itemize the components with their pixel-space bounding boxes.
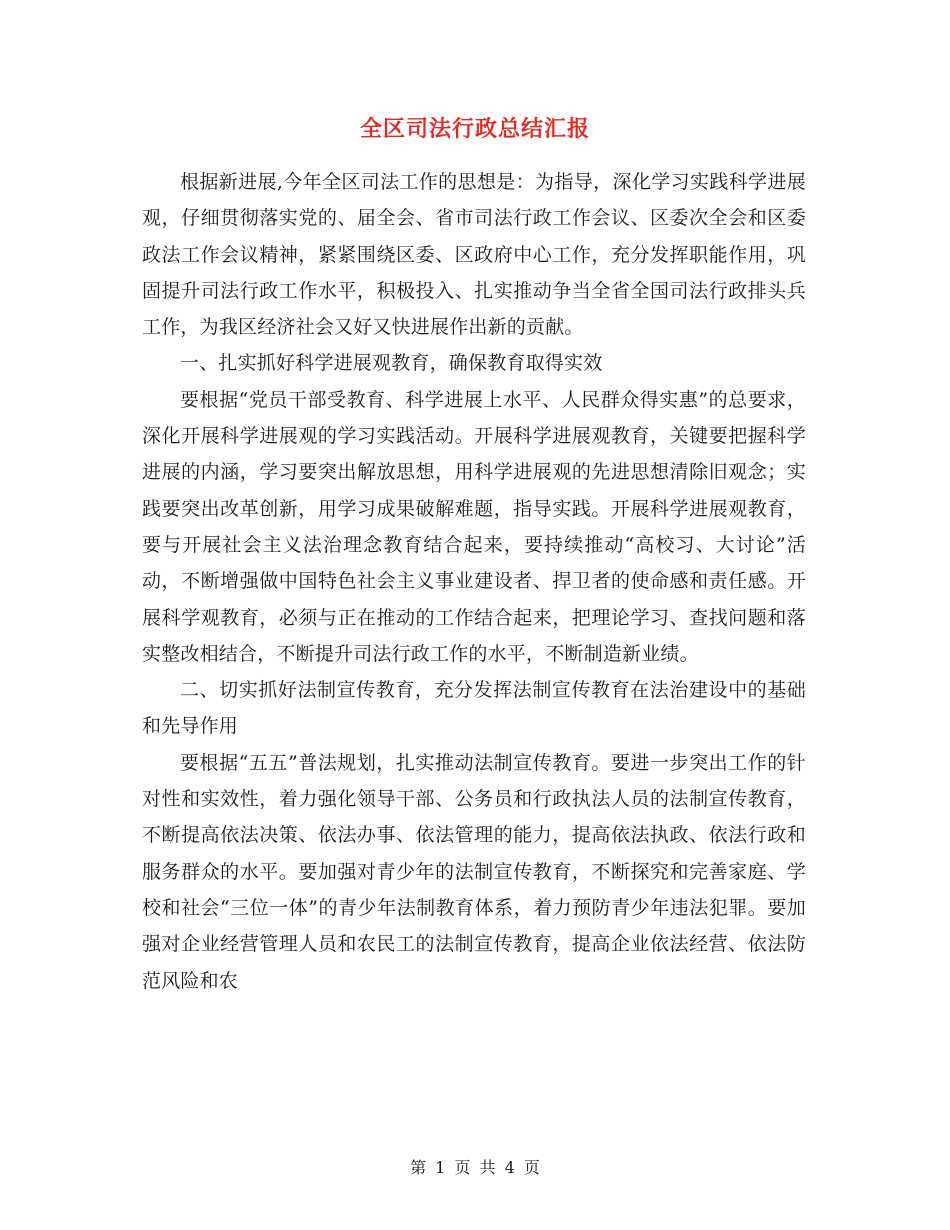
- page-number-footer: 第 1 页 共 4 页: [410, 1158, 540, 1177]
- section-heading-2: 二、切实抓好法制宣传教育，充分发挥法制宣传教育在法治建设中的基础和先导作用: [142, 679, 806, 738]
- document-body: [142, 164, 806, 999]
- paragraph-section-2: 要根据“五五”普法规划，扎实推动法制宣传教育。要进一步突出工作的针对性和实效性，着力强化领导干部、公务员和行政执法人员的法制宣传教育，不断提高依法决策、依法办事、依法管理的能力，提高依法执政、依法行政和服务群众的水平。要加强对青少年的法制宣传教育，不断探究和完善家庭、学校和社会“三位一体”的青少年法制教育体系，着力预防青少年违法犯罪。要加强对企业经营管理人员和农民工的法制宣传教育，提高企业依法经营、依法防范风险和农: [142, 751, 806, 992]
- document-title: 全区司法行政总结汇报: [359, 116, 590, 142]
- paragraph-section-1: 要根据“党员干部受教育、科学进展上水平、人民群众得实惠”的总要求，深化开展科学进展观的学习实践活动。开展科学进展观教育，关键要把握科学进展的内涵，学习要突出解放思想，用科学进展观的先进思想清除旧观念；实践要突出改革创新，用学习成果破解难题，指导实践。开展科学进展观教育，要与开展社会主义法治理念教育结合起来，要持续推动“高校习、大讨论”活动，不断增强做中国特色社会主义事业建设者、捍卫者的使命感和责任感。开展科学观教育，必须与正在推动的工作结合起来，把理论学习、查找问题和落实整改相结合，不断提升司法行政工作的水平，不断制造新业绩。: [142, 388, 806, 665]
- section-heading-1: 一、扎实抓好科学进展观教育，确保教育取得实效: [180, 352, 603, 375]
- paragraph-intro: 根据新进展,今年全区司法工作的思想是：为指导，深化学习实践科学进展观，仔细贯彻落实党的、届全会、省市司法行政工作会议、区委次全会和区委政法工作会议精神，紧紧围绕区委、区政府中心工作，充分发挥职能作用，巩固提升司法行政工作水平，积极投入、扎实推动争当全省全国司法行政排头兵工作，为我区经济社会又好又快进展作出新的贡献。: [142, 171, 806, 339]
